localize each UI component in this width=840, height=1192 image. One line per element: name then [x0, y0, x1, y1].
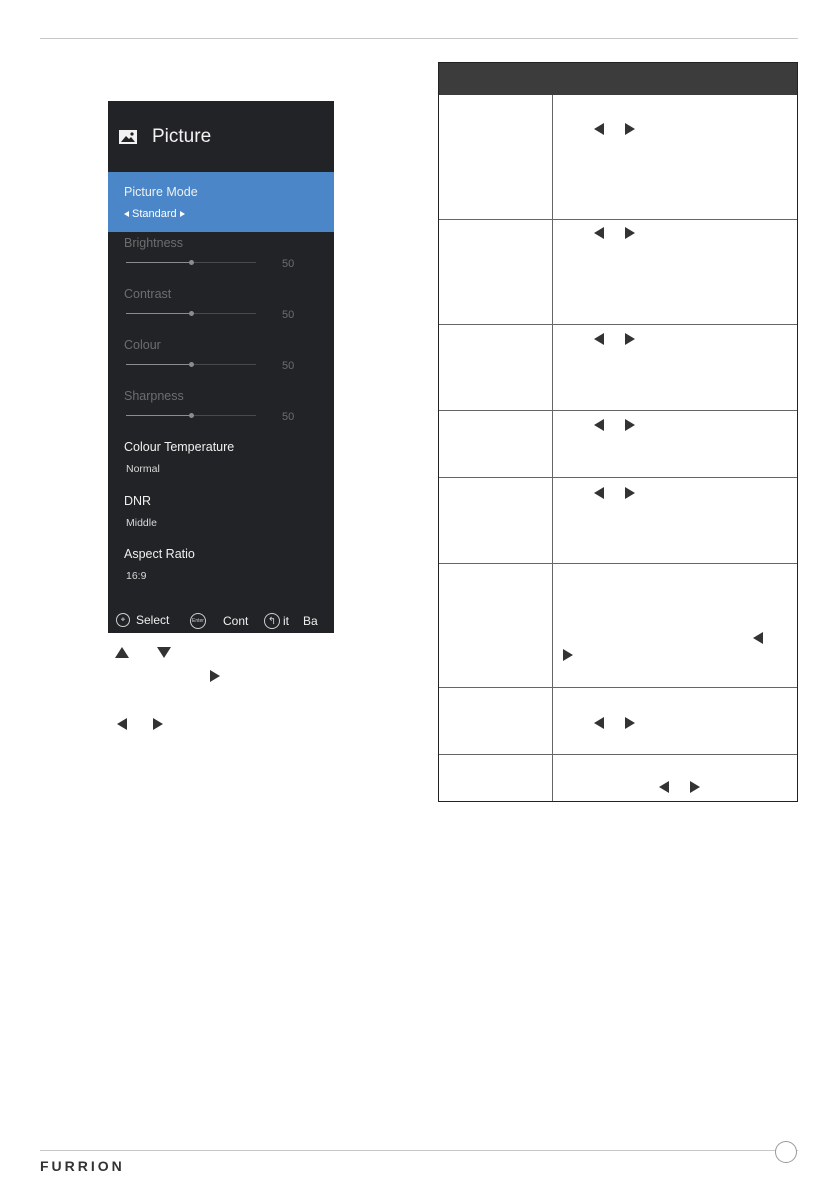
colour-value: 50	[282, 360, 295, 372]
brightness-slider[interactable]	[126, 262, 256, 263]
table-row-arrows	[594, 487, 635, 499]
select-hint-label: Select	[136, 613, 170, 627]
dnr-value: Middle	[126, 517, 157, 529]
contrast-value: 50	[282, 309, 295, 321]
confirm-hint	[190, 613, 248, 629]
right-arrow-icon	[625, 333, 635, 345]
contrast-fill	[126, 313, 191, 314]
dnr-label: DNR	[124, 494, 152, 508]
picture-menu-screenshot	[108, 101, 334, 633]
menu-item-colour[interactable]	[108, 334, 334, 385]
down-arrow-icon	[157, 647, 171, 658]
picture-icon	[118, 129, 138, 145]
brightness-fill	[126, 262, 191, 263]
menu-item-colour-temperature[interactable]	[108, 437, 334, 489]
select-hint	[116, 613, 169, 627]
row-divider	[439, 410, 797, 411]
sharpness-slider[interactable]	[126, 415, 256, 416]
right-arrow-icon	[625, 717, 635, 729]
menu-title: Picture	[152, 126, 212, 147]
exit-hint	[264, 613, 318, 629]
header-rule	[40, 38, 798, 39]
left-arrow-icon	[753, 632, 763, 644]
sharpness-value: 50	[282, 411, 295, 423]
colour-fill	[126, 364, 191, 365]
menu-item-sharpness[interactable]	[108, 385, 334, 436]
right-arrow-icon	[625, 487, 635, 499]
left-arrow-icon	[594, 419, 604, 431]
menu-item-aspect-ratio[interactable]	[108, 544, 334, 596]
contrast-label: Contrast	[124, 287, 172, 301]
table-header	[439, 63, 797, 95]
hint-bar	[108, 609, 334, 633]
left-arrow-icon	[594, 333, 604, 345]
table-row-arrows	[594, 717, 635, 729]
brand-logo: FURRION	[40, 1158, 125, 1174]
table-row-arrows	[594, 123, 635, 135]
up-down-arrows	[115, 647, 171, 658]
exit-hint-label: it	[283, 614, 289, 628]
right-arrow-icon	[625, 227, 635, 239]
menu-item-contrast[interactable]	[108, 283, 334, 334]
table-row-arrows	[753, 632, 763, 644]
colour-temperature-value: Normal	[126, 463, 160, 475]
brightness-value: 50	[282, 258, 295, 270]
left-arrow-icon	[659, 781, 669, 793]
right-arrow-icon	[625, 419, 635, 431]
aspect-ratio-label: Aspect Ratio	[124, 547, 195, 561]
colour-temperature-label: Colour Temperature	[124, 440, 235, 454]
table-row-arrows	[594, 333, 635, 345]
picture-mode-label: Picture Mode	[124, 185, 198, 199]
left-right-arrows	[117, 718, 163, 730]
right-arrow-icon	[153, 718, 163, 730]
back-hint-label: Ba	[303, 614, 318, 628]
left-arrow-icon[interactable]	[124, 211, 129, 217]
menu-item-brightness[interactable]	[108, 232, 334, 283]
row-divider	[439, 324, 797, 325]
brightness-label: Brightness	[124, 236, 184, 250]
right-arrow-instruction	[210, 670, 220, 682]
up-arrow-icon	[115, 647, 129, 658]
colour-label: Colour	[124, 338, 161, 352]
column-divider	[552, 95, 553, 801]
row-divider	[439, 477, 797, 478]
row-divider	[439, 687, 797, 688]
brightness-knob[interactable]	[189, 260, 194, 265]
aspect-ratio-value: 16:9	[126, 570, 147, 582]
right-arrow-icon[interactable]	[180, 211, 185, 217]
right-arrow-icon	[210, 670, 220, 682]
left-arrow-icon	[594, 487, 604, 499]
menu-item-picture-mode[interactable]	[108, 172, 334, 232]
return-icon: ↰	[264, 613, 280, 629]
table-row-arrows	[659, 781, 700, 793]
picture-mode-value-row	[124, 208, 185, 220]
colour-knob[interactable]	[189, 362, 194, 367]
left-arrow-icon	[594, 227, 604, 239]
table-row-arrows	[594, 419, 635, 431]
right-arrow-icon	[563, 649, 573, 661]
enter-button-icon: Enter	[190, 613, 206, 629]
left-arrow-icon	[117, 718, 127, 730]
right-arrow-icon	[690, 781, 700, 793]
confirm-hint-label: Cont	[223, 614, 249, 628]
sharpness-fill	[126, 415, 191, 416]
page-number-badge	[775, 1141, 797, 1163]
row-divider	[439, 219, 797, 220]
picture-settings-table	[438, 62, 798, 802]
sharpness-knob[interactable]	[189, 413, 194, 418]
row-divider	[439, 754, 797, 755]
picture-mode-value: Standard	[132, 208, 177, 220]
menu-item-dnr[interactable]	[108, 491, 334, 543]
contrast-slider[interactable]	[126, 313, 256, 314]
dpad-icon: ✥	[116, 613, 130, 627]
footer-rule	[40, 1150, 798, 1151]
row-divider	[439, 563, 797, 564]
contrast-knob[interactable]	[189, 311, 194, 316]
right-arrow-icon	[625, 123, 635, 135]
menu-header	[118, 125, 211, 149]
table-row-arrows	[594, 227, 635, 239]
left-arrow-icon	[594, 717, 604, 729]
sharpness-label: Sharpness	[124, 389, 184, 403]
table-row-arrows	[563, 649, 573, 661]
colour-slider[interactable]	[126, 364, 256, 365]
left-arrow-icon	[594, 123, 604, 135]
